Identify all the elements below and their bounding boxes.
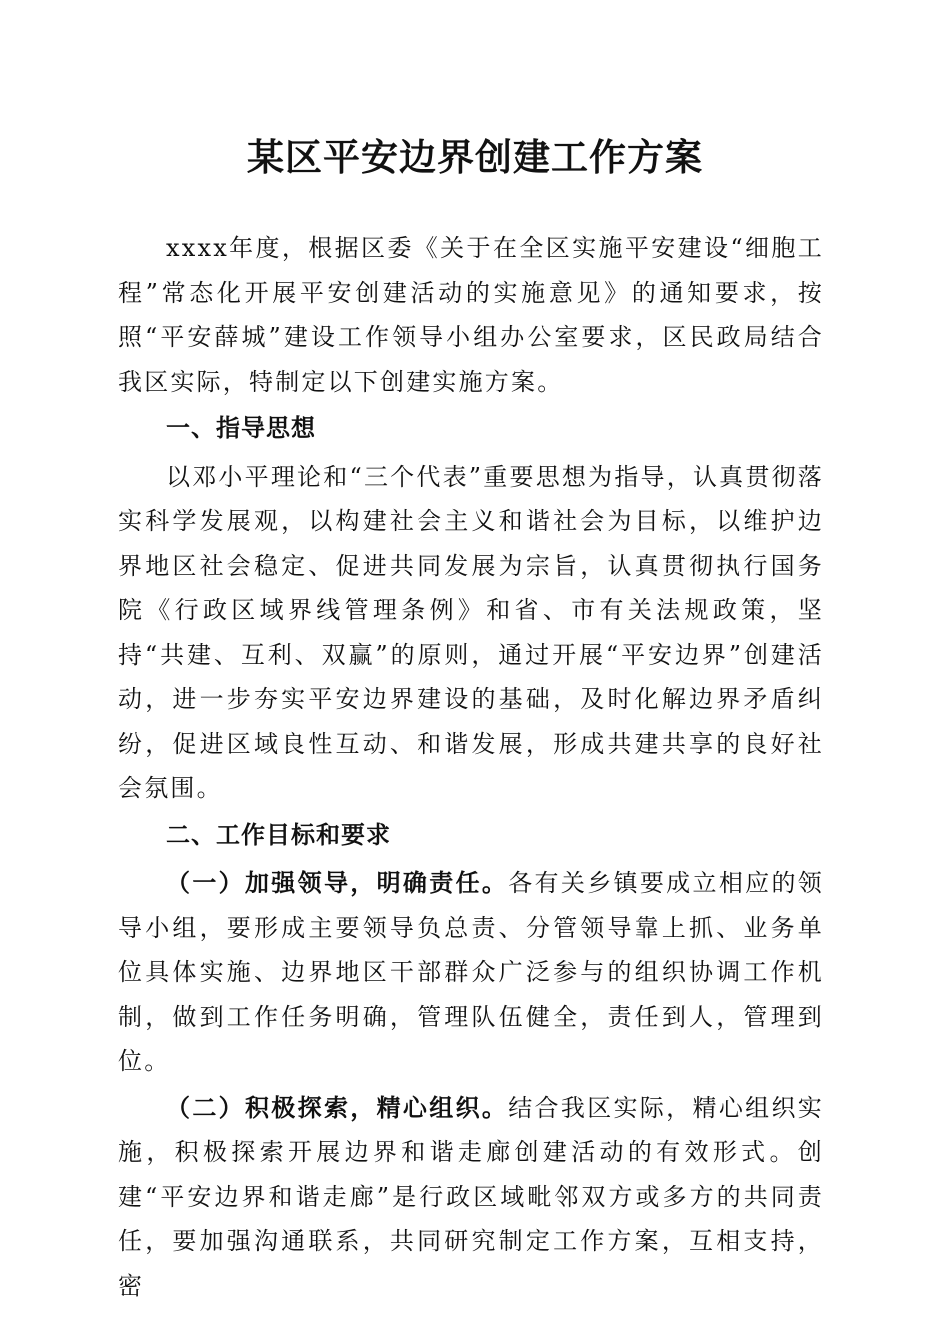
guiding-ideology-paragraph: 以邓小平理论和“三个代表”重要思想为指导，认真贯彻落实科学发展观，以构建社会主义和谐社会为目标，以维护边界地区社会稳定、促进共同发展为宗旨，认真贯彻执行国务院《行政区域界线管理条例》和省、市有关法规政策，坚持“共建、互利、双赢”的原则，通过开展“平安边界”创建活动，进一步夯实平安边界建设的基础，及时化解边界矛盾纠纷，促进区域良性互动、和谐发展，形成共建共享的良好社会氛围。 [118, 462, 824, 802]
intro-paragraph: xxxx年度，根据区委《关于在全区实施平安建设“细胞工程”常态化开展平安创建活动的实施意见》的通知要求，按照“平安薛城”建设工作领导小组办公室要求，区民政局结合我区实际，特制定以下创建实施方案。 [118, 234, 824, 396]
goals-item-2-text: 结合我区实际，精心组织实施，积极探索开展边界和谐走廊创建活动的有效形式。创建“平安边界和谐走廊”是行政区域毗邻双方或多方的共同责任，要加强沟通联系，共同研究制定工作方案，互相支持，密 [118, 1093, 824, 1300]
goals-item-2 [118, 1086, 824, 1309]
document-body [118, 226, 824, 1310]
goals-item-1-text: 各有关乡镇要成立相应的领导小组，要形成主要领导负总责、分管领导靠上抓、业务单位具体实施、边界地区干部群众广泛参与的组织协调工作机制，做到工作任务明确，管理队伍健全，责任到人，管理到位。 [118, 869, 824, 1075]
section-heading-guiding-ideology: 一、指导思想 [166, 414, 316, 442]
section-heading-goals: 二、工作目标和要求 [166, 820, 391, 849]
goals-item-1-lead: （一）加强领导，明确责任。 [166, 868, 509, 897]
document-title: 某区平安边界创建工作方案 [247, 135, 703, 179]
goals-item-2-lead: （二）积极探索，精心组织。 [166, 1092, 509, 1122]
goals-item-1 [118, 861, 824, 1084]
